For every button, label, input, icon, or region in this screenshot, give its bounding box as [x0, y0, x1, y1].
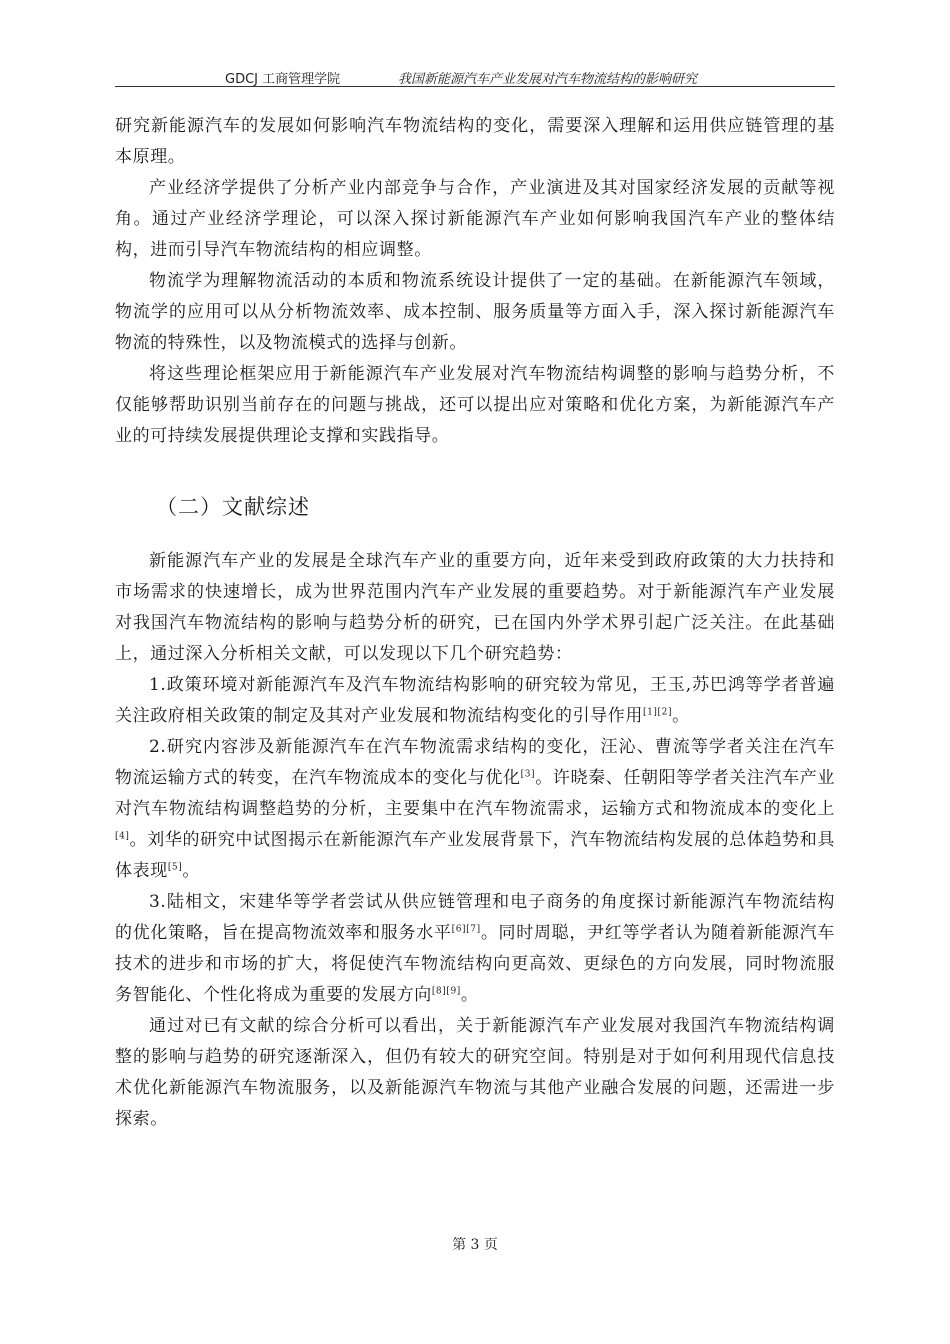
item3-part-c: 。 — [460, 985, 479, 1005]
paragraph-review-conclusion: 通过对已有文献的综合分析可以看出，关于新能源汽车产业发展对我国汽车物流结构调整的影响与趋势的研究逐渐深入，但仍有较大的研究空间。特别是对于如何利用现代信息技术优化新能源汽车物流服务，以及新能源汽车物流与其他产业融合发展的问题，还需进一步探索。 — [115, 1016, 835, 1129]
citation-6-7: [6][7] — [451, 924, 481, 935]
paragraph-supply-chain: 研究新能源汽车的发展如何影响汽车物流结构的变化，需要深入理解和运用供应链管理的基本原理。 — [115, 116, 835, 167]
item2-part-d: 。 — [182, 861, 200, 881]
header-title: 我国新能源汽车产业发展对汽车物流结构的影响研究 — [398, 72, 698, 87]
item3-part-a: 3.陆相文，宋建华等学者尝试从供应链管理和电子商务的角度探讨新能源汽车物流结构的优化策略，旨在提高物流效率和服务水平 — [115, 892, 835, 943]
paragraph-industrial-economics: 产业经济学提供了分析产业内部竞争与合作，产业演进及其对国家经济发展的贡献等视角。通过产业经济学理论，可以深入探讨新能源汽车产业如何影响我国汽车产业的整体结构，进而引导汽车物流结构的相应调整。 — [115, 178, 835, 260]
paragraph-logistics: 物流学为理解物流活动的本质和物流系统设计提供了一定的基础。在新能源汽车领域，物流学的应用可以从分析物流效率、成本控制、服务质量等方面入手，深入探讨新能源汽车物流的特殊性，以及物流模式的选择与创新。 — [115, 271, 835, 353]
page-number: 第 3 页 — [452, 1237, 498, 1253]
item3-part-b: 。同时周聪，尹红等学者认为随着新能源汽车技术的进步和市场的扩大，将促使汽车物流结构向更高效、更绿色的方向发展，同时物流服务智能化、个性化将成为重要的发展方向 — [115, 923, 836, 1005]
section-heading-literature-review: （二）文献综述 — [156, 495, 310, 519]
paragraph-review-intro: 新能源汽车产业的发展是全球汽车产业的重要方向，近年来受到政府政策的大力扶持和市场需求的快速增长，成为世界范围内汽车产业发展的重要趋势。对于新能源汽车产业发展对我国汽车物流结构的影响与趋势分析的研究，已在国内外学术界引起广泛关注。在此基础上，通过深入分析相关文献，可以发现以下几个研究趋势： — [115, 551, 835, 664]
paragraph-review-item-1 — [115, 670, 835, 732]
item1-text: 1.政策环境对新能源汽车及汽车物流结构影响的研究较为常见，王玉,苏巴鸿等学者普遍关注政府相关政策的制定及其对产业发展和物流结构变化的引导作用 — [115, 675, 835, 726]
item2-part-c: 。刘华的研究中试图揭示在新能源汽车产业发展背景下，汽车物流结构发展的总体趋势和具体表现 — [115, 830, 835, 881]
paragraph-review-item-2 — [115, 732, 835, 887]
citation-3: [3] — [520, 769, 536, 780]
header-school: GDCJ 工商管理学院 — [225, 72, 341, 87]
citation-4: [4] — [115, 831, 130, 842]
citation-5: [5] — [167, 862, 183, 873]
page-header — [115, 66, 835, 87]
item1-end: 。 — [672, 706, 690, 726]
item2-part-a: 2.研究内容涉及新能源汽车在汽车物流需求结构的变化，汪沁、曹流等学者关注在汽车物流运输方式的转变，在汽车物流成本的变化与优化 — [115, 737, 835, 788]
page-body — [115, 111, 835, 1135]
item2-part-b: 。许晓秦、任朝阳等学者关注汽车产业对汽车物流结构调整趋势的分析，主要集中在汽车物流需求，运输方式和物流成本的变化上 — [115, 768, 835, 819]
paragraph-framework-application: 将这些理论框架应用于新能源汽车产业发展对汽车物流结构调整的影响与趋势分析，不仅能够帮助识别当前存在的问题与挑战，还可以提出应对策略和优化方案，为新能源汽车产业的可持续发展提供理论支撑和实践指导。 — [115, 364, 835, 446]
citation-8-9: [8][9] — [431, 986, 461, 997]
paragraph-review-item-3 — [115, 887, 835, 1011]
citation-1-2: [1][2] — [643, 707, 673, 718]
